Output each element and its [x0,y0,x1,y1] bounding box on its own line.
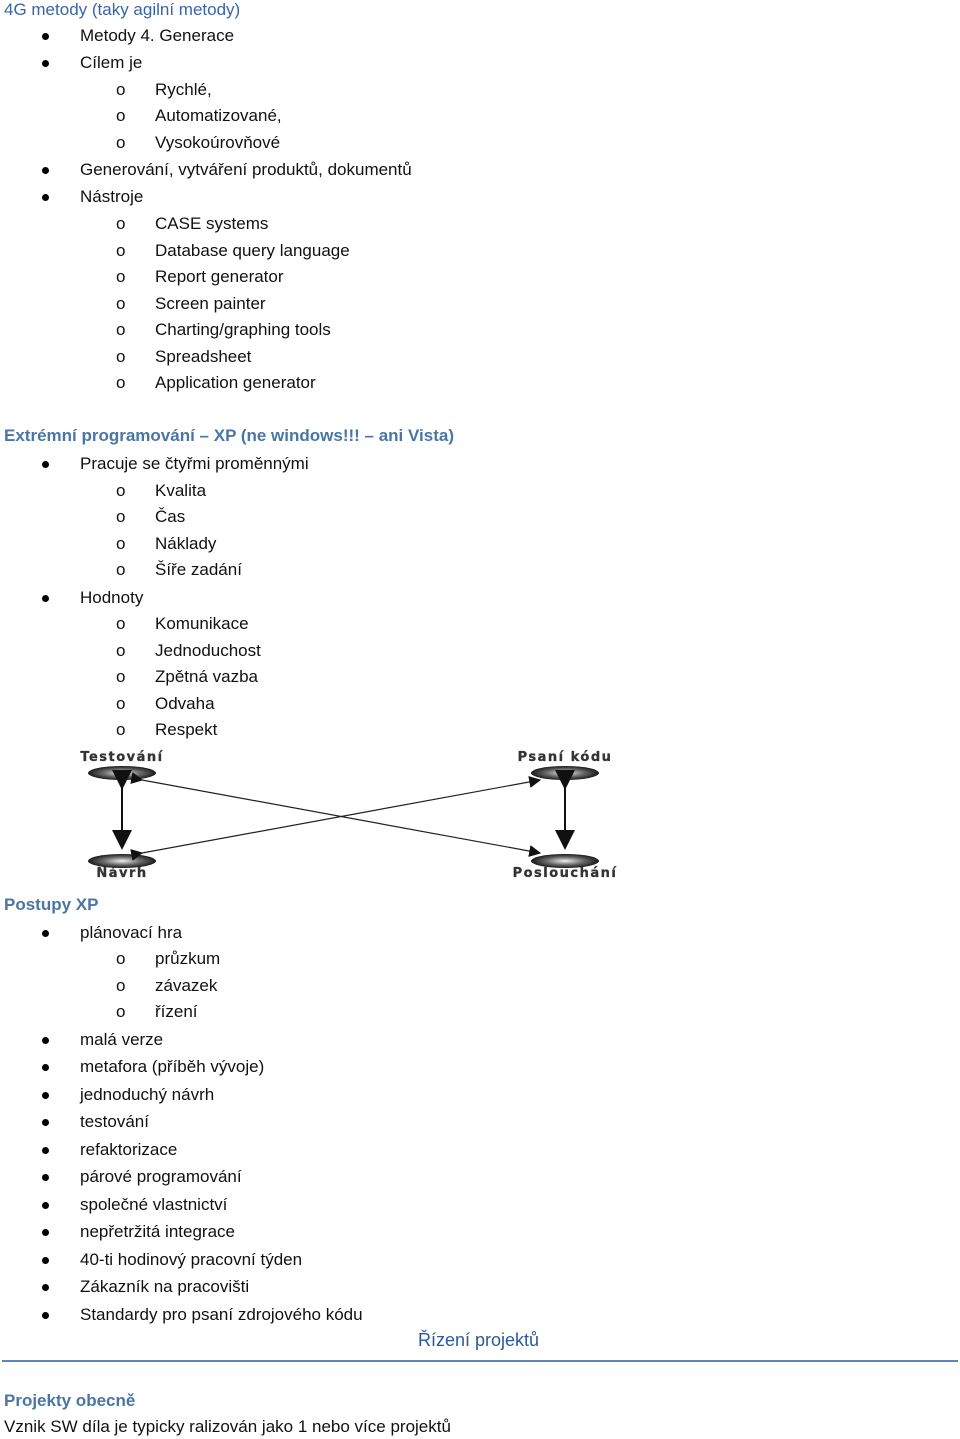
circle-bullet-icon: o [116,267,126,286]
sub-list-item-label: Jednoduchost [155,641,261,660]
sub-list-item [0,481,960,503]
diagram-node-label-top-right: Psaní kódu [517,750,613,765]
list-item [0,26,960,48]
list-item-label: jednoduchý návrh [80,1085,215,1104]
list-item-label: Cílem je [80,53,143,72]
list-item [0,1140,960,1162]
circle-bullet-icon: o [116,949,126,968]
bullet-icon [42,595,49,602]
sub-list-item [0,347,960,369]
circle-bullet-icon: o [116,641,126,660]
list-item-label: nepřetržitá integrace [80,1222,235,1241]
sub-list-item-label: Zpětná vazba [155,667,259,686]
list-item [0,1112,960,1134]
sub-list-item-label: Spreadsheet [155,347,252,366]
list-item-label: metafora (příběh vývoje) [80,1057,265,1076]
sub-list-item-label: Charting/graphing tools [155,320,331,339]
list-item-label: 40-ti hodinový pracovní týden [80,1250,303,1269]
list-item [0,53,960,75]
list-item-label: testování [80,1112,149,1131]
circle-bullet-icon: o [116,667,126,686]
diagram-node-label-bottom-right: Poslouchání [512,866,618,881]
circle-bullet-icon: o [116,614,126,633]
list-item [0,454,960,476]
circle-bullet-icon: o [116,720,126,739]
bullet-icon [42,1147,49,1154]
bullet-icon [42,194,49,201]
sub-list-item [0,641,960,663]
sub-list-item-label: CASE systems [155,214,269,233]
sub-list-item [0,949,960,971]
list-item-label: Zákazník na pracovišti [80,1277,250,1296]
sub-list-item-label: Čas [155,507,186,526]
sub-list-item [0,294,960,316]
circle-bullet-icon: o [116,1002,126,1021]
sub-list-item-label: Vysokoúrovňové [155,133,281,152]
list-item-label: Pracuje se čtyřmi proměnnými [80,454,309,473]
sub-list-item [0,106,960,128]
circle-bullet-icon: o [116,241,126,260]
list-item [0,1195,960,1217]
sub-list-item-label: průzkum [155,949,221,968]
sub-list-item [0,267,960,289]
bullet-icon [42,930,49,937]
list-item-label: Generování, vytváření produktů, dokumentů [80,160,412,179]
sub-list-item [0,373,960,395]
bullet-icon [42,1229,49,1236]
sub-list-item [0,507,960,529]
list-item-label: společné vlastnictví [80,1195,228,1214]
sub-list-item [0,320,960,342]
sub-list-item-label: Respekt [155,720,218,739]
sub-list-item [0,976,960,998]
list-item [0,1030,960,1052]
sub-list-item-label: Komunikace [155,614,249,633]
list-item [0,923,960,945]
sub-list-item [0,614,960,636]
list-item [0,1250,960,1272]
list-item-label: Nástroje [80,187,144,206]
circle-bullet-icon: o [116,560,126,579]
circle-bullet-icon: o [116,373,126,392]
circle-bullet-icon: o [116,534,126,553]
section-heading-xp-practices: Postupy XP [4,895,99,914]
diagram-node-label-top-left: Testování [80,750,164,765]
section-heading-projects: Projekty obecně [4,1391,136,1410]
sub-list-item-label: závazek [155,976,218,995]
bullet-icon [42,1202,49,1209]
sub-list-item [0,80,960,102]
sub-list-item-label: Screen painter [155,294,266,313]
diagram-node-top-left [88,766,156,780]
sub-list-item [0,214,960,236]
projects-paragraph: Vznik SW díla je typicky ralizován jako 1 nebo více projektů [4,1417,451,1436]
circle-bullet-icon: o [116,80,126,99]
sub-list-item [0,667,960,689]
bullet-icon [42,1257,49,1264]
diagram-node-top-right [531,766,599,780]
sub-list-item [0,720,960,742]
list-item-label: Standardy pro psaní zdrojového kódu [80,1305,363,1324]
sub-list-item-label: Odvaha [155,694,215,713]
bullet-icon [42,1174,49,1181]
sub-list-item [0,560,960,582]
circle-bullet-icon: o [116,507,126,526]
sub-list-item-label: řízení [155,1002,198,1021]
sub-list-item-label: Report generator [155,267,284,286]
bullet-icon [42,461,49,468]
list-item-label: plánovací hra [80,923,183,942]
sub-list-item-label: Kvalita [155,481,207,500]
list-item-label: párové programování [80,1167,242,1186]
diagram-node-label-bottom-left: Návrh [96,866,148,881]
list-item [0,1057,960,1079]
bullet-icon [42,60,49,67]
list-item [0,1085,960,1107]
list-item [0,187,960,209]
circle-bullet-icon: o [116,481,126,500]
list-item [0,1222,960,1244]
list-item-label: malá verze [80,1030,164,1049]
circle-bullet-icon: o [116,294,126,313]
circle-bullet-icon: o [116,976,126,995]
bullet-icon [42,1064,49,1071]
sub-list-item [0,534,960,556]
sub-list-item [0,241,960,263]
section-divider [2,1360,958,1362]
list-item-label: Hodnoty [80,588,144,607]
circle-bullet-icon: o [116,347,126,366]
list-item [0,160,960,182]
list-item-label: refaktorizace [80,1140,178,1159]
circle-bullet-icon: o [116,694,126,713]
list-item-label: Metody 4. Generace [80,26,235,45]
bullet-icon [42,167,49,174]
bullet-icon [42,1119,49,1126]
sub-list-item [0,133,960,155]
circle-bullet-icon: o [116,133,126,152]
list-item [0,1277,960,1299]
circle-bullet-icon: o [116,106,126,125]
section-heading-agile: 4G metody (taky agilní metody) [4,0,241,19]
bullet-icon [42,1037,49,1044]
bullet-icon [42,1312,49,1319]
project-management-link[interactable]: Řízení projektů [418,1330,540,1350]
sub-list-item-label: Application generator [155,373,316,392]
section-heading-xp: Extrémní programování – XP (ne windows!!! – ani Vista) [4,426,454,445]
bullet-icon [42,1092,49,1099]
circle-bullet-icon: o [116,214,126,233]
bullet-icon [42,1284,49,1291]
bullet-icon [42,33,49,40]
circle-bullet-icon: o [116,320,126,339]
list-item [0,1167,960,1189]
sub-list-item-label: Rychlé, [155,80,212,99]
sub-list-item-label: Náklady [155,534,217,553]
sub-list-item [0,1002,960,1024]
sub-list-item-label: Šíře zadání [155,560,242,579]
sub-list-item [0,694,960,716]
list-item [0,1305,960,1327]
sub-list-item-label: Automatizované, [155,106,282,125]
sub-list-item-label: Database query language [155,241,350,260]
xp-activities-diagram [50,748,660,883]
list-item [0,588,960,610]
